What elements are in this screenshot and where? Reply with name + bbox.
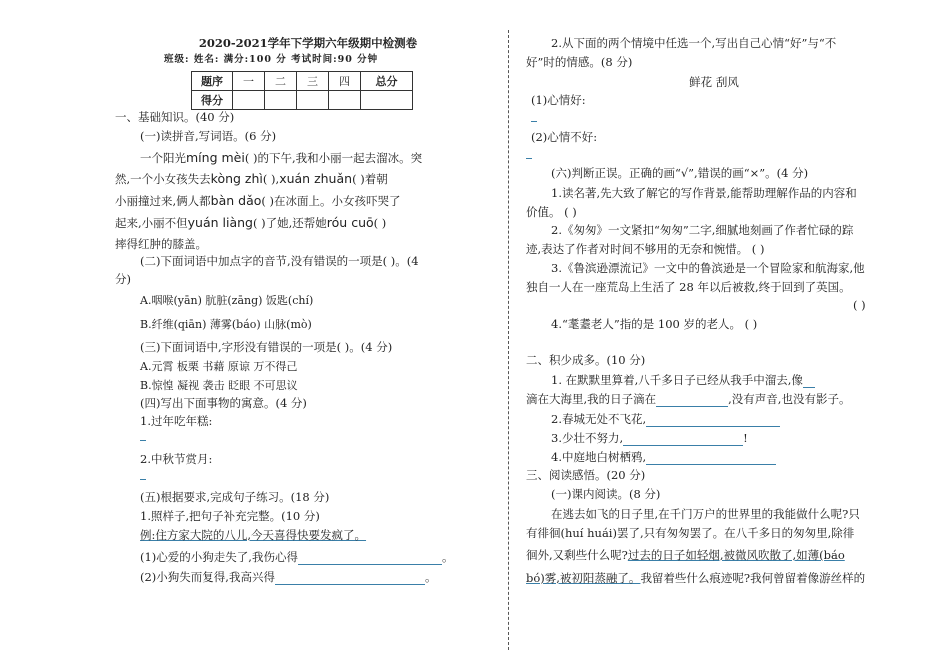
text: ! — [743, 431, 748, 445]
q4-item-1: 1.过年吃年糕: — [140, 414, 213, 428]
text: ,没有声音,也没有影子。 — [728, 392, 851, 406]
text: 小丽撞过来,俩人都 — [115, 194, 211, 208]
q4-title: (四)写出下面事物的寓意。(4 分) — [140, 396, 307, 410]
underlined-text: bó)雾,被初阳蒸融了。 — [526, 571, 641, 585]
reading-line-4 — [526, 571, 865, 586]
accum-2 — [551, 412, 780, 427]
text: 。 — [424, 570, 437, 584]
judge-1-line-2: 价值。 ( ) — [526, 205, 577, 219]
text: 徊外,又剩些什么呢? — [526, 548, 628, 562]
q5-item-2 — [140, 570, 436, 585]
score-table-header-row — [192, 72, 413, 91]
text: 3.少壮不努力, — [551, 431, 624, 445]
exam-title: 2020-2021学年下学期六年级期中检测卷 — [198, 36, 418, 50]
q1-line-5: 摔得红肿的膝盖。 — [115, 237, 207, 251]
page-divider — [508, 30, 509, 650]
cell: 题序 — [192, 72, 233, 91]
q1-line-3 — [115, 193, 401, 209]
text: ( )着朝 — [352, 172, 388, 186]
r-q2-bad: (2)心情不好: — [531, 130, 598, 144]
q1-line-4 — [115, 215, 386, 231]
q2-title: (二)下面词语中加点字的音节,没有错误的一项是( )。(4 — [140, 254, 419, 268]
q3-title: (三)下面词语中,字形没有错误的一项是( )。(4 分) — [140, 340, 393, 354]
good-answer-line[interactable] — [531, 121, 537, 122]
q3-option-a: A.元霄 板栗 书藉 原谅 万不得己 — [140, 360, 298, 373]
q2-title-cont: 分) — [115, 272, 131, 286]
judge-2-line-2: 迹,表达了作者对时间不够用的无奈和惋惜。 ( ) — [526, 242, 765, 256]
cell: 四 — [329, 72, 361, 91]
answer-blank[interactable] — [623, 433, 743, 446]
text: 1. 在默默里算着,八千多日子已经从我手中溜去,像 — [551, 373, 803, 387]
answer-blank[interactable] — [646, 452, 776, 465]
judge-1-line-1: 1.读名著,先大致了解它的写作背景,能帮助理解作品的内容和 — [551, 186, 857, 200]
underlined-text: 过去的日子如轻烟,被微风吹散了,如薄(báo — [627, 548, 845, 562]
answer-blank[interactable] — [298, 552, 442, 565]
text: ( )了她,还帮她 — [253, 216, 327, 230]
judge-3-line-2: 独自一人在一座荒岛上生活了 28 年以后被救,终于回到了英国。 — [526, 280, 851, 294]
text: 然,一个小女孩失去 — [115, 172, 211, 186]
q4-answer-line-2[interactable] — [140, 479, 146, 480]
text: 4.中庭地白树栖鸦, — [551, 450, 647, 464]
r-q2-line-2: 好”时的情感。(8 分) — [526, 55, 633, 69]
answer-blank[interactable] — [646, 414, 780, 427]
accum-1-line-2 — [526, 392, 850, 407]
text: ( ) — [373, 216, 387, 230]
exam-info: 班级: 姓名: 满分:100 分 考试时间:90 分钟 — [164, 54, 379, 65]
text: 。 — [441, 550, 454, 564]
score-cell[interactable] — [233, 91, 265, 110]
judge-3-answer: ( ) — [853, 298, 866, 312]
reading-line-1: 在逃去如飞的日子里,在千门万户的世界里的我能做什么呢?只 — [551, 507, 860, 521]
text: ( ), — [262, 172, 280, 186]
score-cell[interactable] — [329, 91, 361, 110]
text: 我留着些什么痕迹呢?我何曾留着像游丝样的 — [640, 571, 866, 585]
cell: 二 — [265, 72, 297, 91]
r-q2-good: (1)心情好: — [531, 93, 586, 107]
q1-title: (一)读拼音,写词语。(6 分) — [140, 129, 277, 143]
q5-title: (五)根据要求,完成句子练习。(18 分) — [140, 490, 330, 504]
q5-sub: 1.照样子,把句子补充完整。(10 分) — [140, 509, 320, 523]
score-cell[interactable] — [297, 91, 329, 110]
q4-item-2: 2.中秋节赏月: — [140, 452, 213, 466]
accum-4 — [551, 450, 776, 465]
q1-line-2 — [115, 171, 388, 187]
cell: 一 — [233, 72, 265, 91]
text: (2)小狗失而复得,我高兴得 — [140, 570, 275, 584]
score-table-score-row — [192, 91, 413, 110]
reading-title: (一)课内阅读。(8 分) — [551, 487, 661, 501]
q5-item-1 — [140, 550, 453, 565]
reading-line-3 — [526, 548, 845, 563]
pinyin: míng mèi — [186, 150, 245, 165]
q5-example — [140, 528, 366, 543]
example-sentence: 例:住方家大院的八儿,今天喜得快要发疯了。 — [140, 528, 367, 542]
q4-answer-line-1[interactable] — [140, 440, 146, 441]
text: ( )在冰面上。小女孩吓哭了 — [261, 194, 401, 208]
q3-option-b: B.惊惶 凝视 袭击 眨眼 不可思议 — [140, 379, 298, 392]
cell: 三 — [297, 72, 329, 91]
right-column — [523, 0, 905, 657]
text: 滴在大海里,我的日子滴在 — [526, 392, 657, 406]
section-1-heading: 一、基础知识。(40 分) — [115, 110, 235, 124]
judge-2-line-1: 2.《匆匆》一文紧扣“匆匆”二字,细腻地刻画了作者忙碌的踪 — [551, 223, 854, 237]
judge-4: 4.“耄耋老人”指的是 100 岁的老人。 ( ) — [551, 317, 758, 331]
reading-line-2: 有徘徊(huí huái)罢了,只有匆匆罢了。在八千多日的匆匆里,除徘 — [526, 526, 855, 540]
score-table — [191, 71, 413, 110]
pinyin: yuán liàng — [187, 215, 253, 230]
pinyin: xuán zhuǎn — [279, 171, 353, 186]
q2-option-b: B.纤维(qiān) 薄雾(báo) 山脉(mò) — [140, 318, 312, 331]
score-cell[interactable] — [265, 91, 297, 110]
score-cell[interactable] — [361, 91, 413, 110]
pinyin: róu cuō — [326, 215, 374, 230]
judge-3-line-1: 3.《鲁滨逊漂流记》一文中的鲁滨逊是一个冒险家和航海家,他 — [551, 261, 865, 275]
r-q2-line-1: 2.从下面的两个情境中任选一个,写出自己心情“好”与“不 — [551, 36, 837, 50]
text: 2.春城无处不飞花, — [551, 412, 647, 426]
text: ( )的下午,我和小丽一起去溜冰。突 — [244, 151, 423, 165]
cell: 总分 — [361, 72, 413, 91]
pinyin: bàn dǎo — [210, 193, 262, 208]
answer-blank[interactable] — [275, 572, 425, 585]
section-2-heading: 二、积少成多。(10 分) — [526, 353, 646, 367]
answer-blank[interactable] — [803, 375, 815, 388]
q2-option-a: A.咽喉(yān) 肮脏(zāng) 饭匙(chí) — [140, 294, 314, 307]
text: 起来,小丽不但 — [115, 216, 188, 230]
accum-3 — [551, 431, 748, 446]
answer-blank[interactable] — [656, 394, 728, 407]
judge-title: (六)判断正误。正确的画“√”,错误的画“×”。(4 分) — [551, 166, 809, 180]
section-3-heading: 三、阅读感悟。(20 分) — [526, 468, 646, 482]
r-q2-words: 鲜花 刮风 — [689, 75, 739, 89]
accum-1-line-1 — [551, 373, 815, 388]
cell: 得分 — [192, 91, 233, 110]
q1-line-1 — [140, 150, 422, 166]
text: 一个阳光 — [140, 151, 186, 165]
bad-answer-line[interactable] — [526, 158, 532, 159]
pinyin: kòng zhì — [210, 171, 263, 186]
text: (1)心爱的小狗走失了,我伤心得 — [140, 550, 298, 564]
